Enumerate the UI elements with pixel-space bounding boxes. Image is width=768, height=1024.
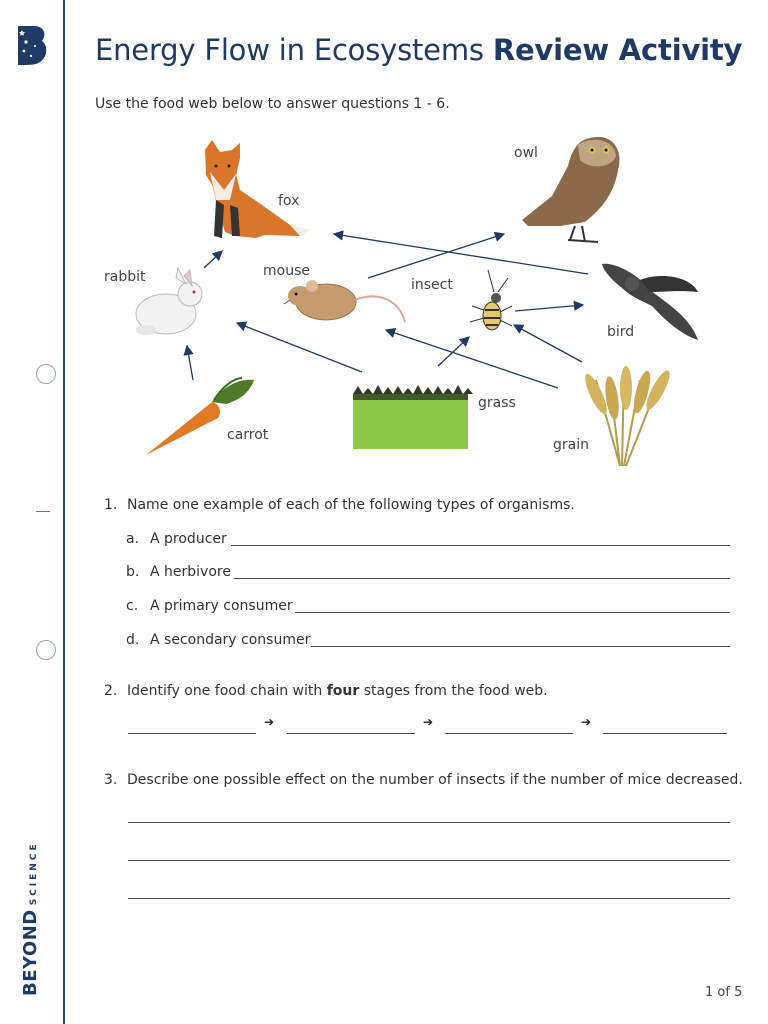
label-carrot: carrot <box>227 427 269 443</box>
chain-blank-1[interactable] <box>128 733 256 734</box>
answer-line-q3-1[interactable] <box>128 822 730 823</box>
grain-icon <box>581 366 673 466</box>
arrow-insect-bird <box>515 305 583 311</box>
brand-wordmark <box>20 841 41 996</box>
binder-hole <box>36 640 56 660</box>
answer-line-primary-consumer[interactable] <box>295 612 730 613</box>
arrow-grain-bird <box>514 325 582 362</box>
question-text: Describe one possible effect on the number of insects if the number of mice decreased. <box>127 772 743 788</box>
answer-line-q3-2[interactable] <box>128 860 730 861</box>
food-web-diagram <box>0 0 768 480</box>
item-label: A producer <box>150 531 227 547</box>
instruction-text: Use the food web below to answer questions 1 - 6. <box>95 96 450 112</box>
item-letter: b. <box>126 564 140 580</box>
text-after: stages from the food web. <box>359 683 548 699</box>
item-letter: a. <box>126 531 140 547</box>
question-number: 3. <box>104 772 118 788</box>
answer-line-herbivore[interactable] <box>234 578 730 579</box>
q1-item-d <box>126 632 310 648</box>
label-owl: owl <box>514 145 538 161</box>
question-text: Name one example of each of the following types of organisms. <box>127 497 575 513</box>
food-web-arrows <box>187 234 588 388</box>
q1-item-a <box>126 531 227 547</box>
q1-item-b <box>126 564 231 580</box>
item-letter: c. <box>126 598 139 614</box>
text-bold: four <box>326 683 360 699</box>
item-label: A primary consumer <box>150 598 293 614</box>
fold-mark <box>36 511 50 512</box>
answer-line-q3-3[interactable] <box>128 898 730 899</box>
grass-icon <box>353 385 473 449</box>
label-grass: grass <box>478 395 516 411</box>
brand-main: BEYOND <box>20 909 41 996</box>
chain-arrow-icon: ➔ <box>264 715 275 729</box>
answer-line-secondary-consumer[interactable] <box>311 646 730 647</box>
text-before: Identify one food chain with <box>127 683 327 699</box>
label-rabbit: rabbit <box>104 269 146 285</box>
q1-item-c <box>126 598 293 614</box>
carrot-icon <box>146 378 254 455</box>
label-bird: bird <box>607 324 635 340</box>
chain-blank-4[interactable] <box>603 733 727 734</box>
question-text <box>127 683 548 699</box>
item-label: A herbivore <box>150 564 231 580</box>
brand-sub: SCIENCE <box>29 841 39 906</box>
chain-blank-3[interactable] <box>445 733 573 734</box>
answer-line-producer[interactable] <box>231 545 730 546</box>
mouse-icon <box>284 280 405 322</box>
chain-arrow-icon: ➔ <box>581 715 592 729</box>
arrow-rabbit-fox <box>204 251 222 268</box>
arrow-carrot-rabbit <box>187 346 193 380</box>
label-mouse: mouse <box>263 263 310 279</box>
label-grain: grain <box>553 437 589 453</box>
question-number: 1. <box>104 497 118 513</box>
arrow-grain-mouse <box>386 330 558 388</box>
fox-icon <box>205 140 310 238</box>
title-bold: Review Activity <box>492 33 743 67</box>
page-number: 1 of 5 <box>705 985 743 1000</box>
item-letter: d. <box>126 632 140 648</box>
arrow-grass-insect <box>438 337 469 366</box>
arrow-bird-fox <box>334 234 588 274</box>
label-insect: insect <box>411 277 453 293</box>
label-fox: fox <box>278 193 300 209</box>
chain-arrow-icon: ➔ <box>423 715 434 729</box>
insect-icon <box>470 270 512 330</box>
question-number: 2. <box>104 683 118 699</box>
title-light: Energy Flow in Ecosystems <box>95 33 484 67</box>
chain-blank-2[interactable] <box>287 733 415 734</box>
item-label: A secondary consumer <box>150 632 311 648</box>
arrow-mouse-owl <box>368 234 504 278</box>
arrow-grass-rabbit <box>237 323 362 372</box>
